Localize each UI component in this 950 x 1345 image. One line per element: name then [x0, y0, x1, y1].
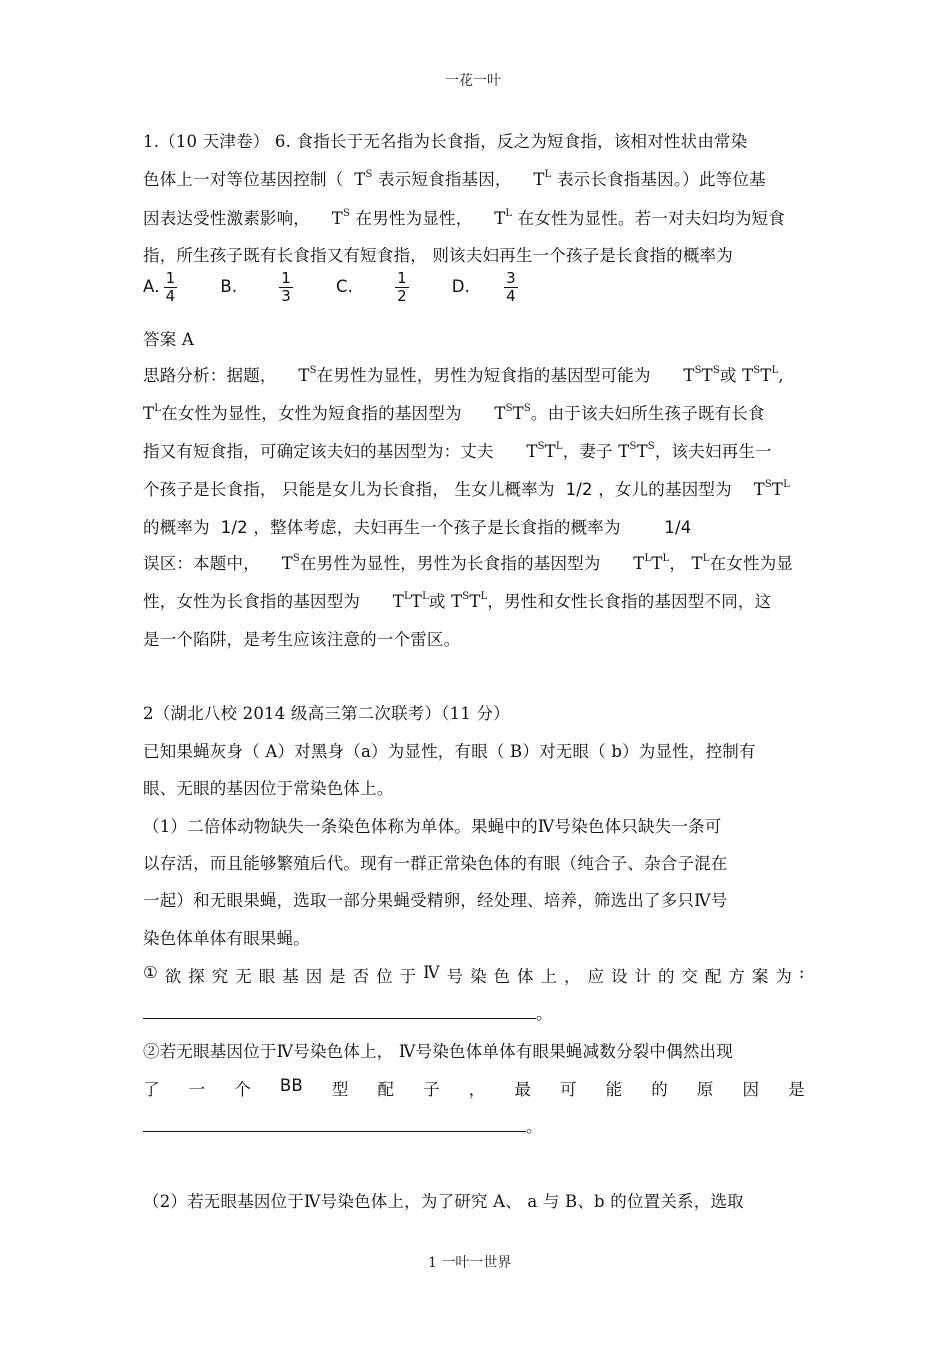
q1-line-2: 色体上一对等位基因控制（ $T^S$ 表示短食指基因， $T^L$ 表示长食指基因。）此等位基: [143, 169, 766, 189]
q2-sub2-line-1: （2）若无眼基因位于Ⅳ号染色体上，为了研究 A、 a 与 B、b 的位置关系，选取: [143, 1192, 744, 1211]
option-c: C. $\frac{1}{2}$: [335, 269, 407, 305]
q2-sub1-line-4: 染色体单体有眼果蝇。: [143, 929, 310, 948]
q2-item2-line-1: ②若无眼基因位于Ⅳ号染色体上， Ⅳ号染色体单体有眼果蝇减数分裂中偶然出现: [143, 1042, 733, 1061]
q2-sub1-line-3: 一起）和无眼果蝇，选取一部分果蝇受精卵，经处理、培养，筛选出了多只Ⅳ号: [143, 891, 728, 910]
q1-line-4: 指，所生孩子既有长食指又有短食指， 则该夫妇再生一个孩子是长食指的概率为: [143, 246, 733, 265]
option-b: B. $\frac{1}{3}$: [220, 269, 292, 305]
q2-sub1-line-2: 以存活，而且能够繁殖后代。现有一群正常染色体的有眼（纯合子、杂合子混在: [143, 854, 728, 873]
q1-line-3: 因表达受性激素影响， $T^S$ 在男性为显性， $T^L$ 在女性为显性。若一对夫妇均为短食: [143, 208, 785, 228]
analysis-line-3: 指又有短食指，可确定该夫妇的基因型为：丈夫 $T^ST^L$，妻子 $T^ST^S$，该夫妇再生一: [143, 441, 772, 461]
analysis-line-5: 的概率为 1/2 ，整体考虑，夫妇再生一个孩子是长食指的概率为 1/4: [143, 518, 692, 537]
q2-para-2: 眼、无眼的基因位于常染色体上。: [143, 779, 394, 798]
q2-item1-prompt: ① 欲 探 究 无 眼 基 因 是 否 位 于 Ⅳ 号 染 色 体 上 ， 应 设 计 的 交 配 方 案 为 :: [143, 963, 805, 986]
q2-title: 2（湖北八校 2014 级高三第二次联考）（11 分）: [143, 704, 510, 723]
q1-answer: 答案 A: [143, 330, 194, 349]
option-a: A. $\frac{1}{4}$: [143, 269, 176, 305]
q2-item1-answer-blank[interactable]: 。: [143, 1000, 553, 1024]
page-header: 一花一叶: [445, 73, 501, 89]
q2-item2-answer-blank[interactable]: 。: [143, 1113, 543, 1137]
gene-tl: $T^L$: [533, 169, 552, 189]
option-d: D. $\frac{3}{4}$: [451, 269, 516, 305]
analysis-line-1: 思路分析：据题， $T^S$在男性为显性，男性为短食指的基因型可能为 $T^ST^S$或 $T^ST^L$,: [143, 365, 784, 385]
q2-item2-line-2: 了 一 个 BB 型 配 子 ， 最 可 能 的 原 因 是: [143, 1076, 805, 1099]
q1-options: [143, 270, 522, 305]
mistake-line-3: 是一个陷阱，是考生应该注意的一个雷区。: [143, 630, 461, 649]
q1-line-1: 1.（10 天津卷） 6. 食指长于无名指为长食指，反之为短食指，该相对性状由常染: [143, 132, 748, 151]
analysis-line-4: 个孩子是长食指， 只能是女儿为长食指， 生女儿概率为 1/2 ，女儿的基因型为 $T^ST^L$: [143, 479, 790, 499]
q2-sub1-line-1: （1）二倍体动物缺失一条染色体称为单体。果蝇中的Ⅳ号染色体只缺失一条可: [143, 817, 722, 836]
q2-para-1: 已知果蝇灰身（ A）对黑身（a）为显性，有眼（ B）对无眼（ b）为显性，控制有: [143, 742, 756, 761]
mistake-line-2: 性，女性为长食指的基因型为 $T^LT^L$或 $T^ST^L$，男性和女性长食指的基因型不同，这: [143, 591, 772, 611]
mistake-line-1: 误区：本题中， $T^S$在男性为显性，男性为长食指的基因型为 $T^LT^L$， $T^L$在女性为显: [143, 553, 794, 573]
gene-ts: $T^S$: [354, 169, 373, 189]
analysis-line-2: $T^L$在女性为显性，女性为短食指的基因型为 $T^ST^S$。由于该夫妇所生孩子既有长食: [143, 403, 765, 423]
page-footer: 1 一叶一世界: [428, 1255, 512, 1271]
